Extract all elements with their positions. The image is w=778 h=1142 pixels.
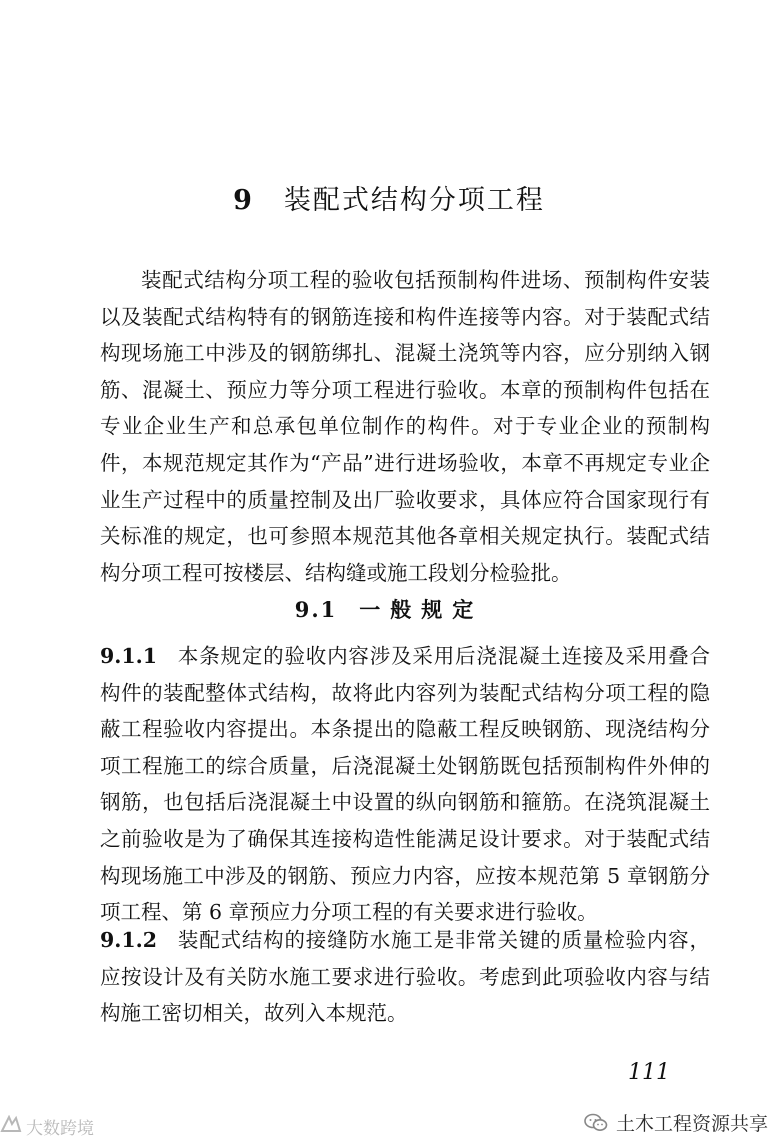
page-number: 111 [628,1060,670,1085]
clause-text: 本条规定的验收内容涉及采用后浇混凝土连接及采用叠合构件的装配整体式结构，故将此内容列为装配式结构分项工程的隐蔽工程验收内容提出。本条提出的隐蔽工程反映钢筋、现浇结构分项工程施工的综合质量，后浇混凝土处钢筋既包括预制构件外伸的钢筋，也包括后浇混凝土中设置的纵向钢筋和箍筋。在浇筑混凝土之前验收是为了确保其连接构造性能满足设计要求。对于装配式结构现场施工中涉及的钢筋、预应力内容，应按本规范第 5 章钢筋分项工程、第 6 章预应力分项工程的有关要求进行验收。 [100,644,710,925]
watermark-left-text: 大数跨境 [26,1119,94,1139]
chapter-number: 9 [233,185,254,216]
clause-number: 9.1.2 [100,928,158,952]
clause-9-1-2 [100,922,710,1032]
chapter-title-text: 装配式结构分项工程 [283,185,545,216]
section-title: 一般规定 [359,597,484,622]
wechat-icon [584,1113,608,1133]
clause-text: 装配式结构的接缝防水施工是非常关键的质量检验内容，应按设计及有关防水施工要求进行验收。考虑到此项验收内容与结构施工密切相关，故列入本规范。 [100,928,710,1026]
chapter-title [0,178,778,217]
section-number: 9.1 [294,597,338,622]
watermark-left [0,1114,94,1139]
clause-9-1-1 [100,638,710,931]
intro-paragraph: 装配式结构分项工程的验收包括预制构件进场、预制构件安装以及装配式结构特有的钢筋连接和构件连接等内容。对于装配式结构现场施工中涉及的钢筋绑扎、混凝土浇筑等内容，应分别纳入钢筋、混凝土、预应力等分项工程进行验收。本章的预制构件包括在专业企业生产和总承包单位制作的构件。对于专业企业的预制构件，本规范规定其作为“产品”进行进场验收，本章不再规定专业企业生产过程中的质量控制及出厂验收要求，具体应符合国家现行有关标准的规定，也可参照本规范其他各章相关规定执行。装配式结构分项工程可按楼层、结构缝或施工段划分检验批。 [100,268,710,585]
brand-logo-icon [0,1115,22,1138]
section-heading [0,594,778,624]
clause-number: 9.1.1 [100,644,158,668]
watermark-right [584,1109,768,1136]
watermark-right-text: 土木工程资源共享 [615,1113,768,1135]
